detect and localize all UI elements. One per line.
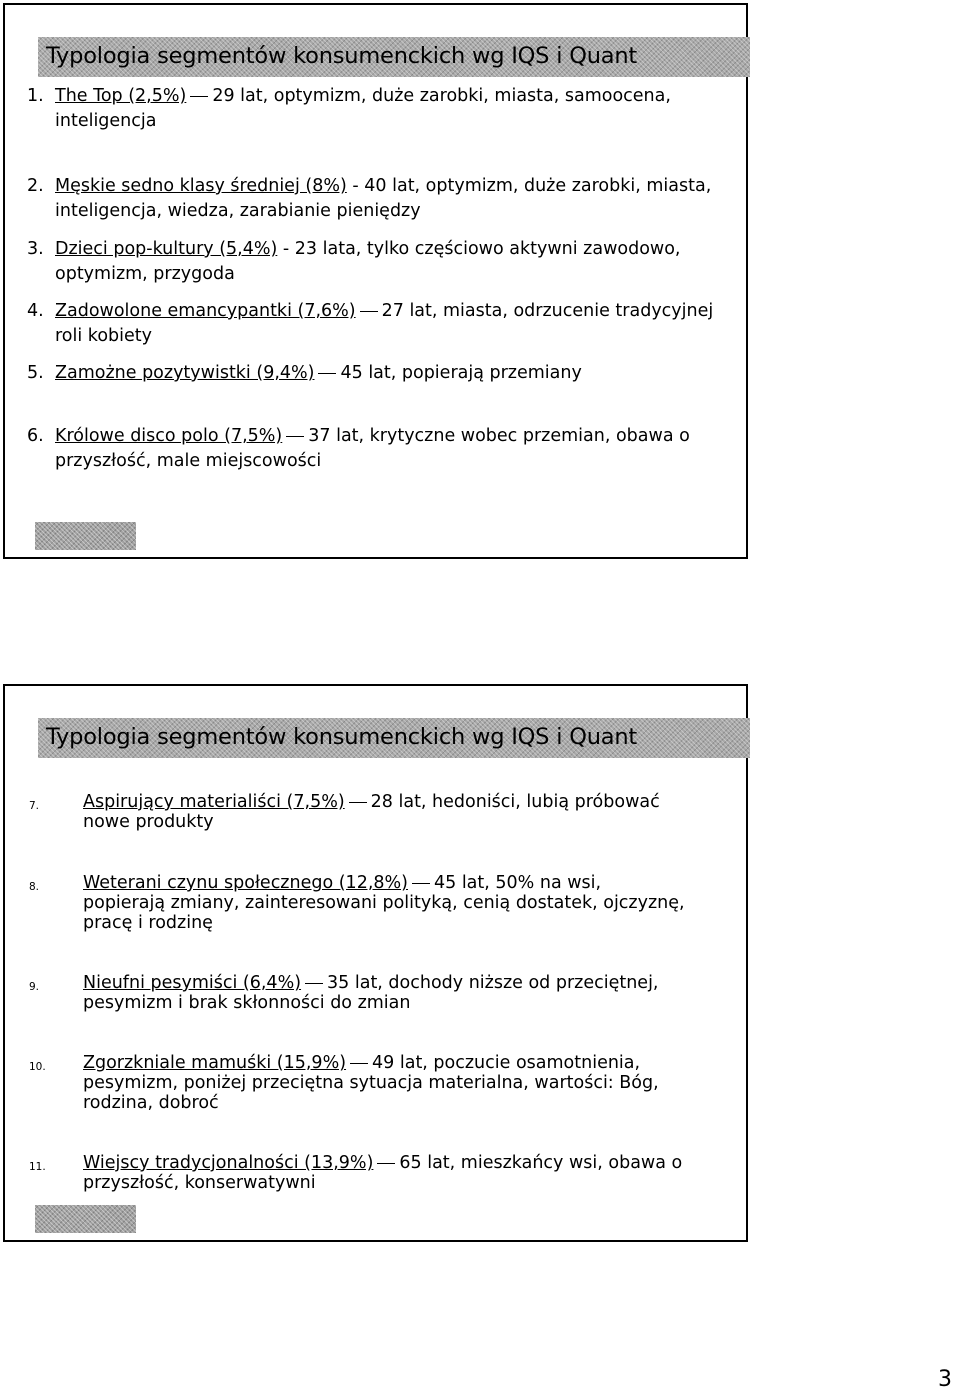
slide-2 (3, 684, 748, 1242)
dash-separator (360, 311, 378, 312)
segment-item-7: 7. Aspirujący materialiści (7,5%) 28 lat, hedoniści, lubią próbować nowe produkty (29, 792, 660, 832)
segment-name: Zgorzkniale mamuśki (15,9%) (83, 1053, 347, 1073)
segment-item-1: 1. The Top (2,5%) 29 lat, optymizm, duże zarobki, miasta, samoocena, inteligencja (27, 86, 671, 131)
decorative-texture-block (35, 522, 136, 550)
segment-item-5: 5. Zamożne pozytywistki (9,4%) 45 lat, popierają przemiany (27, 363, 582, 383)
dash-separator (349, 802, 367, 803)
segment-item-6: 6. Królowe disco polo (7,5%) 37 lat, krytyczne wobec przemian, obawa o przyszłość, male miejscowości (27, 426, 690, 471)
segment-item-9: 9. Nieufni pesymiści (6,4%) 35 lat, dochody niższe od przeciętnej, pesymizm i brak skłonności do zmian (29, 973, 659, 1013)
decorative-texture-block (35, 1205, 136, 1233)
segment-name: Zadowolone emancypantki (7,6%) (55, 301, 356, 321)
dash-separator (318, 373, 336, 374)
slide-1-title-bar (38, 37, 750, 77)
segment-item-2: 2. Męskie sedno klasy średniej (8%) - 40 lat, optymizm, duże zarobki, miasta, inteligencja, wiedza, zarabianie pieniędzy (27, 176, 712, 221)
page-number: 3 (938, 1367, 952, 1392)
segment-item-4: 4. Zadowolone emancypantki (7,6%) 27 lat, miasta, odrzucenie tradycyjnej roli kobiety (27, 301, 714, 346)
segment-name: Aspirujący materialiści (7,5%) (83, 792, 345, 812)
slide-2-title-bar (38, 718, 750, 758)
segment-name: Nieufni pesymiści (6,4%) (83, 973, 302, 993)
segment-name: Królowe disco polo (7,5%) (55, 426, 283, 446)
segment-name: Zamożne pozytywistki (9,4%) (55, 363, 315, 383)
segment-name: Dzieci pop-kultury (5,4%) (55, 239, 278, 259)
dash-separator (412, 883, 430, 884)
segment-name: Męskie sedno klasy średniej (8%) (55, 176, 347, 196)
segment-item-10: 10. Zgorzkniale mamuśki (15,9%) 49 lat, poczucie osamotnienia, pesymizm, poniżej przeciętna sytuacja materialna, wartości: Bóg, rodzina, dobroć (29, 1053, 659, 1113)
segment-item-11: 11. Wiejscy tradycjonalności (13,9%) 65 lat, mieszkańcy wsi, obawa o przyszłość, konserwatywni (29, 1153, 683, 1193)
segment-item-3: 3. Dzieci pop-kultury (5,4%) - 23 lata, tylko częściowo aktywni zawodowo, optymizm, przygoda (27, 239, 681, 284)
dash-separator (190, 96, 208, 97)
segment-name: Wiejscy tradycjonalności (13,9%) (83, 1153, 374, 1173)
dash-separator (305, 983, 323, 984)
dash-separator (350, 1063, 368, 1064)
segment-name: The Top (2,5%) (55, 86, 187, 106)
segment-name: Weterani czynu społecznego (12,8%) (83, 873, 408, 893)
slide-1-title: Typologia segmentów konsumenckich wg IQS i Quant (46, 43, 638, 69)
dash-separator (377, 1163, 395, 1164)
segment-item-8: 8. Weterani czynu społecznego (12,8%) 45 lat, 50% na wsi, popierają zmiany, zainteresowani polityką, cenią dostatek, ojczyznę, pracę i rodzinę (29, 873, 685, 933)
slide-1 (3, 3, 748, 559)
slide-2-title: Typologia segmentów konsumenckich wg IQS i Quant (46, 724, 638, 750)
dash-separator (286, 436, 304, 437)
